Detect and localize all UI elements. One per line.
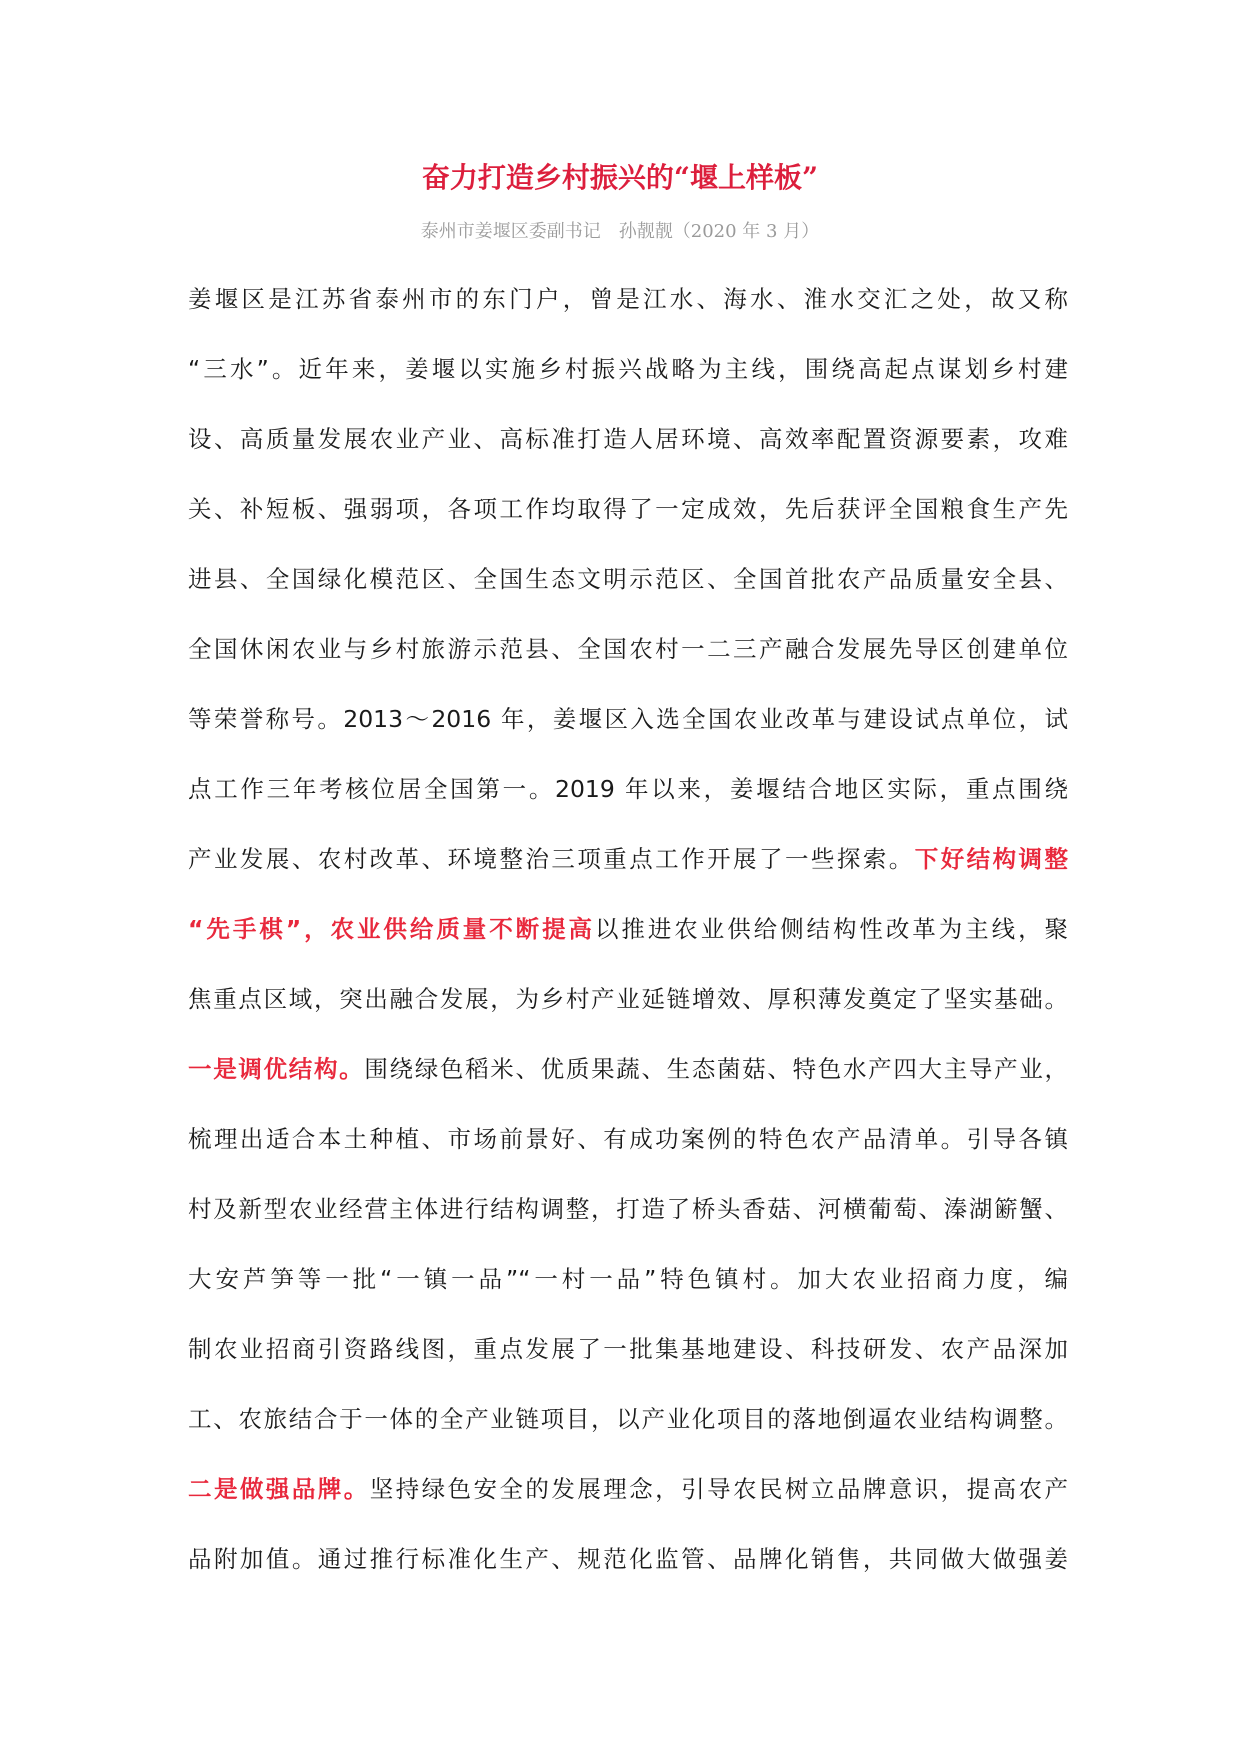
text-segment: 产业发展、农村改革、环境整治三项重点工作开展了一些探索。 [188, 845, 915, 873]
article-body [188, 276, 1068, 1606]
text-line [188, 556, 1068, 626]
text-segment: “三水”。近年来，姜堰以实施乡村振兴战略为主线，围绕高起点谋划乡村建 [188, 355, 1068, 383]
text-segment: 梳理出适合本土种植、市场前景好、有成功案例的特色农产品清单。引导各镇 [188, 1125, 1068, 1153]
text-line [188, 1046, 1068, 1116]
text-line [188, 346, 1068, 416]
text-segment: 关、补短板、强弱项，各项工作均取得了一定成效，先后获评全国粮食生产先 [188, 495, 1068, 523]
text-line [188, 1396, 1068, 1466]
text-segment: 姜堰区是江苏省泰州市的东门户，曾是江水、海水、淮水交汇之处，故又称 [188, 285, 1068, 313]
text-line [188, 276, 1068, 346]
text-line [188, 976, 1068, 1046]
document-title: 奋力打造乡村振兴的“堰上样板” [421, 161, 819, 194]
author-byline: 泰州市姜堰区委副书记 孙靓靓（2020 年 3 月） [420, 221, 820, 242]
text-line [188, 766, 1068, 836]
text-line [188, 1326, 1068, 1396]
text-segment: 围绕绿色稻米、优质果蔬、生态菌菇、特色水产四大主导产业， [364, 1055, 1069, 1083]
text-line [188, 836, 1068, 906]
text-line [188, 1466, 1068, 1536]
highlight-phrase: 一是调优结构。 [188, 1055, 365, 1083]
text-line [188, 1186, 1068, 1256]
text-segment: 焦重点区域，突出融合发展，为乡村产业延链增效、厚积薄发奠定了坚实基础。 [188, 985, 1068, 1013]
text-segment: 大安芦笋等一批“一镇一品”“一村一品”特色镇村。加大农业招商力度，编 [188, 1265, 1068, 1293]
text-segment: 制农业招商引资路线图，重点发展了一批集基地建设、科技研发、农产品深加 [188, 1335, 1068, 1363]
text-segment: 坚持绿色安全的发展理念，引导农民树立品牌意识，提高农产 [369, 1475, 1069, 1503]
text-segment: 工、农旅结合于一体的全产业链项目，以产业化项目的落地倒逼农业结构调整。 [188, 1405, 1068, 1433]
text-line [188, 626, 1068, 696]
text-segment: 设、高质量发展农业产业、高标准打造人居环境、高效率配置资源要素，攻难 [188, 425, 1068, 453]
text-line [188, 1256, 1068, 1326]
highlight-phrase: “先手棋”，农业供给质量不断提高 [188, 915, 595, 943]
text-segment: 进县、全国绿化模范区、全国生态文明示范区、全国首批农产品质量安全县、 [188, 565, 1068, 593]
text-line [188, 1536, 1068, 1606]
text-segment: 品附加值。通过推行标准化生产、规范化监管、品牌化销售，共同做大做强姜 [188, 1545, 1068, 1573]
text-segment: 点工作三年考核位居全国第一。2019 年以来，姜堰结合地区实际，重点围绕 [188, 775, 1068, 803]
text-line [188, 416, 1068, 486]
text-line [188, 906, 1068, 976]
text-segment: 村及新型农业经营主体进行结构调整，打造了桥头香菇、河横葡萄、溱湖簖蟹、 [188, 1195, 1068, 1223]
text-line [188, 486, 1068, 556]
text-segment: 等荣誉称号。2013～2016 年，姜堰区入选全国农业改革与建设试点单位，试 [188, 705, 1068, 733]
text-segment: 全国休闲农业与乡村旅游示范县、全国农村一二三产融合发展先导区创建单位 [188, 635, 1068, 663]
text-line [188, 696, 1068, 766]
highlight-phrase: 二是做强品牌。 [188, 1475, 370, 1503]
highlight-phrase: 下好结构调整 [914, 845, 1069, 873]
text-segment: 以推进农业供给侧结构性改革为主线，聚 [594, 915, 1069, 943]
text-line [188, 1116, 1068, 1186]
